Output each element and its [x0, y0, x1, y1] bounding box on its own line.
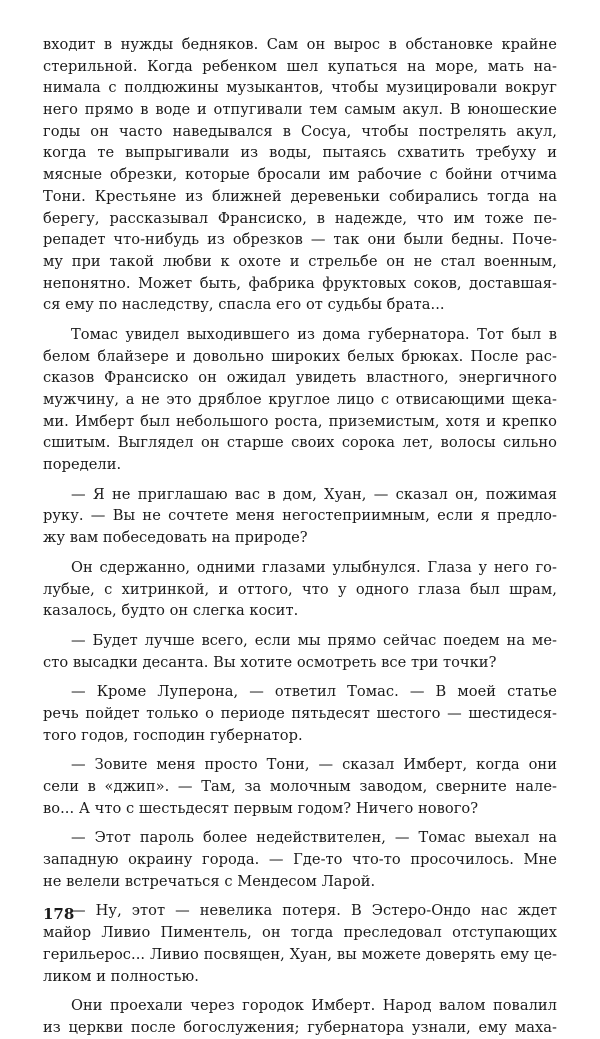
paragraph-gap: [43, 673, 557, 681]
text-line: входит в нужды бедняков. Сам он вырос в обстановке крайне: [43, 36, 557, 53]
text-line: — Зовите меня просто Тони, — сказал Имберт, когда они: [71, 756, 557, 774]
paragraph-gap: [43, 746, 557, 754]
text-line: непонятно. Может быть, фабрика фруктовых соков, доставшая-: [43, 274, 557, 292]
text-line: годы он часто наведывался в Сосуа, чтобы пострелять акул,: [43, 122, 557, 140]
text-line: поредели.: [43, 456, 122, 474]
text-line: стерильной. Когда ребенком шел купаться на море, мать на-: [43, 57, 557, 75]
page-text: [43, 34, 557, 1039]
text-line: Томас увидел выходившего из дома губернатора. Тот был в: [71, 325, 557, 343]
paragraph-gap: [43, 622, 557, 630]
text-line: — Ну, этот — невелика потеря. В Эстеро-Ондо нас ждет: [71, 902, 557, 920]
text-line: репадет что-нибудь из обрезков — так они были бедны. Поче-: [43, 231, 557, 249]
text-line: лубые, с хитринкой, и оттого, что у одного глаза был шрам,: [43, 580, 557, 598]
paragraph: [43, 324, 557, 476]
paragraph-gap: [43, 549, 557, 557]
text-line: мужчину, а не это дряблое круглое лицо с отвисающими щека-: [43, 391, 557, 408]
text-line: сели в «джип». — Там, за молочным заводом, сверните нале-: [43, 778, 557, 795]
paragraph-gap: [43, 892, 557, 900]
paragraph: [43, 900, 557, 987]
paragraph: [43, 681, 557, 746]
text-line: ся ему по наследству, спасла его от судьбы брата...: [43, 296, 445, 314]
text-line: — Будет лучше всего, если мы прямо сейчас поедем на ме-: [71, 631, 557, 649]
text-line: во... А что с шестьдесят первым годом? Ничего нового?: [43, 799, 479, 817]
paragraph: [43, 630, 557, 673]
paragraph: [43, 754, 557, 819]
page-number: 178: [43, 905, 75, 923]
paragraph: [43, 827, 557, 892]
text-line: му при такой любви к охоте и стрельбе он не стал военным,: [43, 252, 557, 270]
text-line: сказов Франсиско он ожидал увидеть властного, энергичного: [43, 369, 557, 387]
text-line: когда те выпрыгивали из воды, пытаясь схватить требуху и: [43, 144, 557, 162]
text-line: белом блайзере и довольно широких белых брюках. После рас-: [43, 347, 557, 365]
paragraph-gap: [43, 987, 557, 995]
paragraph: [43, 34, 557, 316]
text-line: Тони. Крестьяне из ближней деревеньки собирались тогда на: [43, 187, 557, 205]
paragraph: [43, 484, 557, 549]
text-line: жу вам побеседовать на природе?: [43, 529, 308, 547]
text-line: сшитым. Выглядел он старше своих сорока лет, волосы сильно: [43, 434, 557, 452]
text-line: него прямо в воде и отпугивали тем самым акул. В юношеские: [43, 101, 557, 119]
text-line: казалось, будто он слегка косит.: [43, 602, 299, 620]
text-line: ликом и полностью.: [43, 967, 199, 985]
text-line: сто высадки десанта. Вы хотите осмотреть все три точки?: [43, 653, 497, 671]
paragraph: [43, 557, 557, 622]
text-line: руку. — Вы не сочтете меня негостеприимным, если я предло-: [43, 507, 557, 525]
text-line: мясные обрезки, которые бросали им рабочие с бойни отчима: [43, 166, 557, 184]
paragraph-gap: [43, 316, 557, 324]
text-line: речь пойдет только о периоде пятьдесят шестого — шестидеся-: [43, 704, 557, 722]
text-line: берегу, рассказывал Франсиско, в надежде, что им тоже пе-: [43, 209, 557, 227]
text-line: — Я не приглашаю вас в дом, Хуан, — сказал он, пожимая: [71, 485, 557, 503]
text-line: — Кроме Луперона, — ответил Томас. — В моей статье: [71, 683, 557, 701]
text-line: нимала с полдюжины музыкантов, чтобы музицировали вокруг: [43, 79, 557, 97]
text-line: того годов, господин губернатор.: [43, 726, 303, 744]
text-line: герильерос... Ливио посвящен, Хуан, вы можете доверять ему це-: [43, 945, 557, 963]
text-line: западную окраину города. — Где-то что-то просочилось. Мне: [43, 851, 557, 869]
text-line: Он сдержанно, одними глазами улыбнулся. Глаза у него го-: [71, 558, 557, 576]
text-line: майор Ливио Пиментель, он тогда преследовал отступающих: [43, 924, 557, 942]
paragraph-gap: [43, 476, 557, 484]
text-line: — Этот пароль более недействителен, — Томас выехал на: [71, 829, 557, 847]
paragraph-gap: [43, 819, 557, 827]
text-line: из церкви после богослужения; губернатора узнали, ему маха-: [43, 1018, 557, 1036]
text-line: Они проехали через городок Имберт. Народ валом повалил: [71, 997, 557, 1015]
text-line: не велели встречаться с Мендесом Ларой.: [43, 872, 376, 890]
text-line: ми. Имберт был небольшого роста, приземистым, хотя и крепко: [43, 412, 557, 430]
paragraph: [43, 995, 557, 1038]
